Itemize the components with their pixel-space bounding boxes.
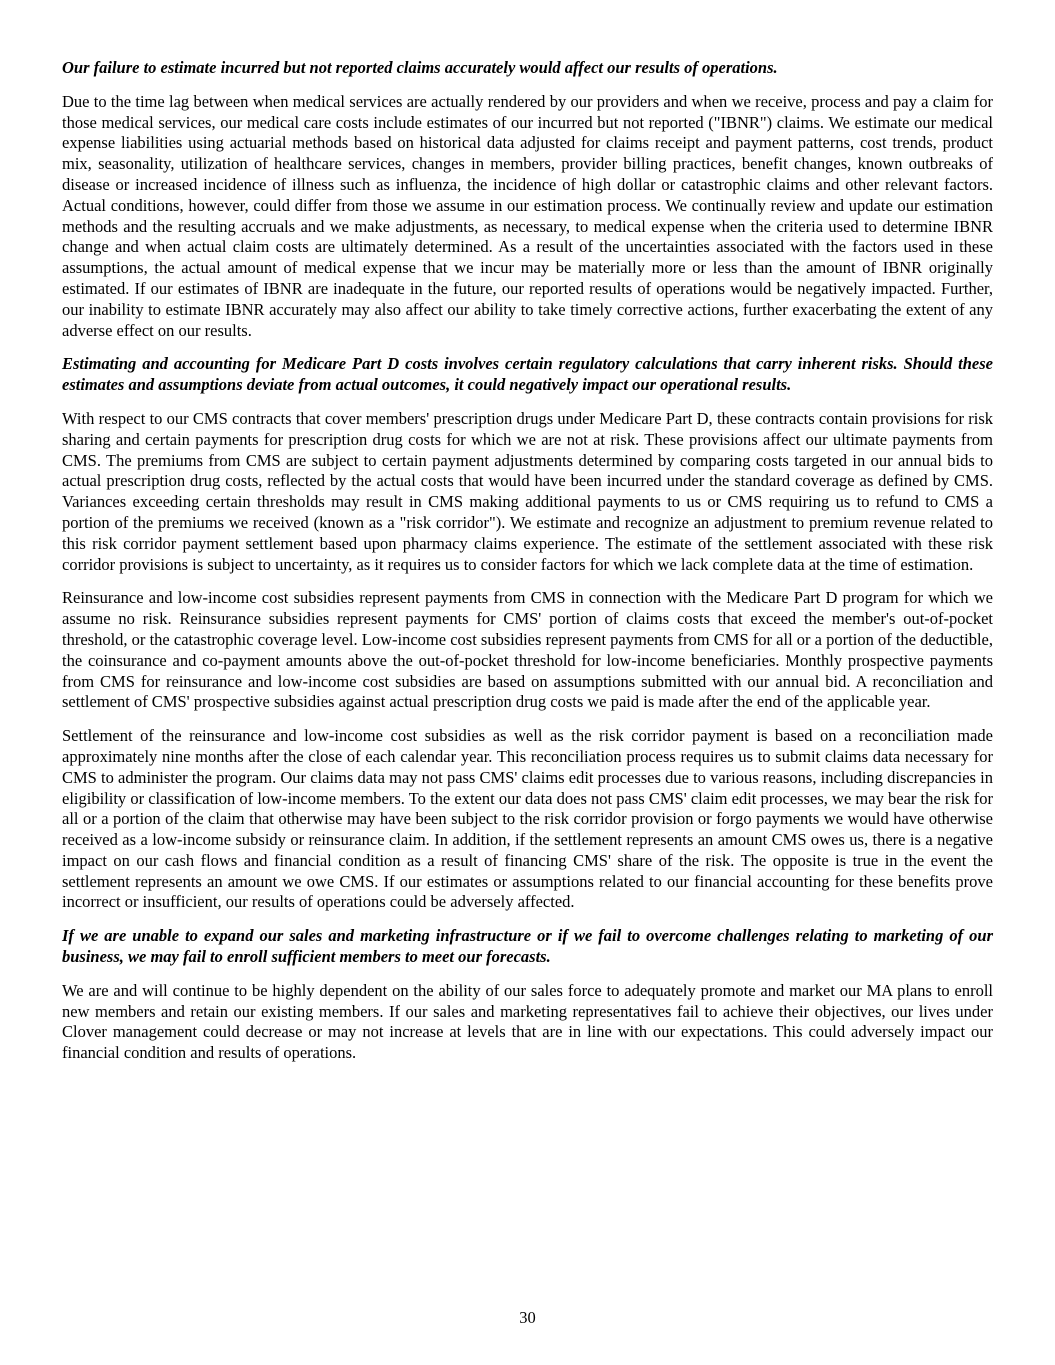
- body-paragraph: Reinsurance and low-income cost subsidies represent payments from CMS in connection with the Medicare Part D program for which we assume no risk. Reinsurance subsidies represent payments for CMS' portion of claims costs that exceed the member's out-of-pocket threshold, or the catastrophic coverage level. Low-income cost subsidies represent payments from CMS for all or a portion of the deductible, the coinsurance and co-payment amounts above the out-of-pocket threshold for low-income beneficiaries. Monthly prospective payments from CMS for reinsurance and low-income cost subsidies are based on assumptions submitted with our annual bid. A reconciliation and settlement of CMS' prospective subsidies against actual prescription drug costs we paid is made after the end of the applicable year.: [62, 588, 993, 712]
- risk-factor-heading: Our failure to estimate incurred but not reported claims accurately would affect our results of operations.: [62, 58, 778, 77]
- page-number: 30: [519, 1308, 536, 1328]
- body-paragraph: Due to the time lag between when medical services are actually rendered by our providers and when we receive, process and pay a claim for those medical services, our medical care costs include estimates of our incurred but not reported ("IBNR") claims. We estimate our medical expense liabilities using actuarial methods based on historical data adjusted for claims receipt and payment patterns, cost trends, product mix, seasonality, utilization of healthcare services, changes in members, provider billing practices, benefit changes, known outbreaks of disease or increased incidence of illness such as influenza, the incidence of high dollar or catastrophic claims and other relevant factors. Actual conditions, however, could differ from those we assume in our estimation process. We continually review and update our estimation methods and the resulting accruals and we make adjustments, as necessary, to medical expense when the criteria used to determine IBNR change and when actual claim costs are ultimately determined. As a result of the uncertainties associated with the factors used in these assumptions, the actual amount of medical expense that we incur may be materially more or less than the amount of IBNR originally estimated. If our estimates of IBNR are inadequate in the future, our reported results of operations would be negatively impacted. Further, our inability to estimate IBNR accurately may also affect our ability to take timely corrective actions, further exacerbating the extent of any adverse effect on our results.: [62, 91, 993, 340]
- body-paragraph: We are and will continue to be highly dependent on the ability of our sales force to adequately promote and market our MA plans to enroll new members and retain our existing members. If our sales and marketing representatives fail to achieve their objectives, our lives under Clover management could decrease or may not increase at levels that are in line with our expectations. This could adversely impact our financial condition and results of operations.: [62, 980, 993, 1063]
- body-paragraph: Settlement of the reinsurance and low-income cost subsidies as well as the risk corridor payment is based on a reconciliation made approximately nine months after the close of each calendar year. This reconciliation process requires us to submit claims data necessary for CMS to administer the program. Our claims data may not pass CMS' claims edit processes due to various reasons, including discrepancies in eligibility or classification of low-income members. To the extent our data does not pass CMS' claim edit processes, we may bear the risk for all or a portion of the claim that otherwise may have been subject to the risk corridor provision or forgo payments we would have otherwise received as a low-income subsidy or reinsurance claim. In addition, if the settlement represents an amount CMS owes us, there is a negative impact on our cash flows and financial condition as a result of financing CMS' share of the risk. The opposite is true in the event the settlement represents an amount we owe CMS. If our estimates or assumptions related to our financial accounting for these benefits prove incorrect or insufficient, our results of operations could be adversely affected.: [62, 726, 993, 912]
- risk-factor-heading: Estimating and accounting for Medicare Part D costs involves certain regulatory calculations that carry inherent risks. Should these estimates and assumptions deviate from actual outcomes, it could negatively impact our operational results.: [62, 354, 993, 395]
- body-paragraph: With respect to our CMS contracts that cover members' prescription drugs under Medicare Part D, these contracts contain provisions for risk sharing and certain payments for prescription drug costs for which we are not at risk. These provisions affect our ultimate payments from CMS. The premiums from CMS are subject to certain payment adjustments determined by comparing costs targeted in our annual bids to actual prescription drug costs, reflected by the actual costs that would have been incurred under the standard coverage as defined by CMS. Variances exceeding certain thresholds may result in CMS making additional payments to us or CMS requiring us to refund to CMS a portion of the premiums we received (known as a "risk corridor"). We estimate and recognize an adjustment to premium revenue related to this risk corridor payment settlement based upon pharmacy claims experience. The estimate of the settlement associated with these risk corridor provisions is subject to uncertainty, as it requires us to consider factors for which we lack complete data at the time of estimation.: [62, 408, 993, 574]
- risk-factor-heading: If we are unable to expand our sales and marketing infrastructure or if we fail to overcome challenges relating to marketing of our business, we may fail to enroll sufficient members to meet our forecasts.: [62, 926, 993, 967]
